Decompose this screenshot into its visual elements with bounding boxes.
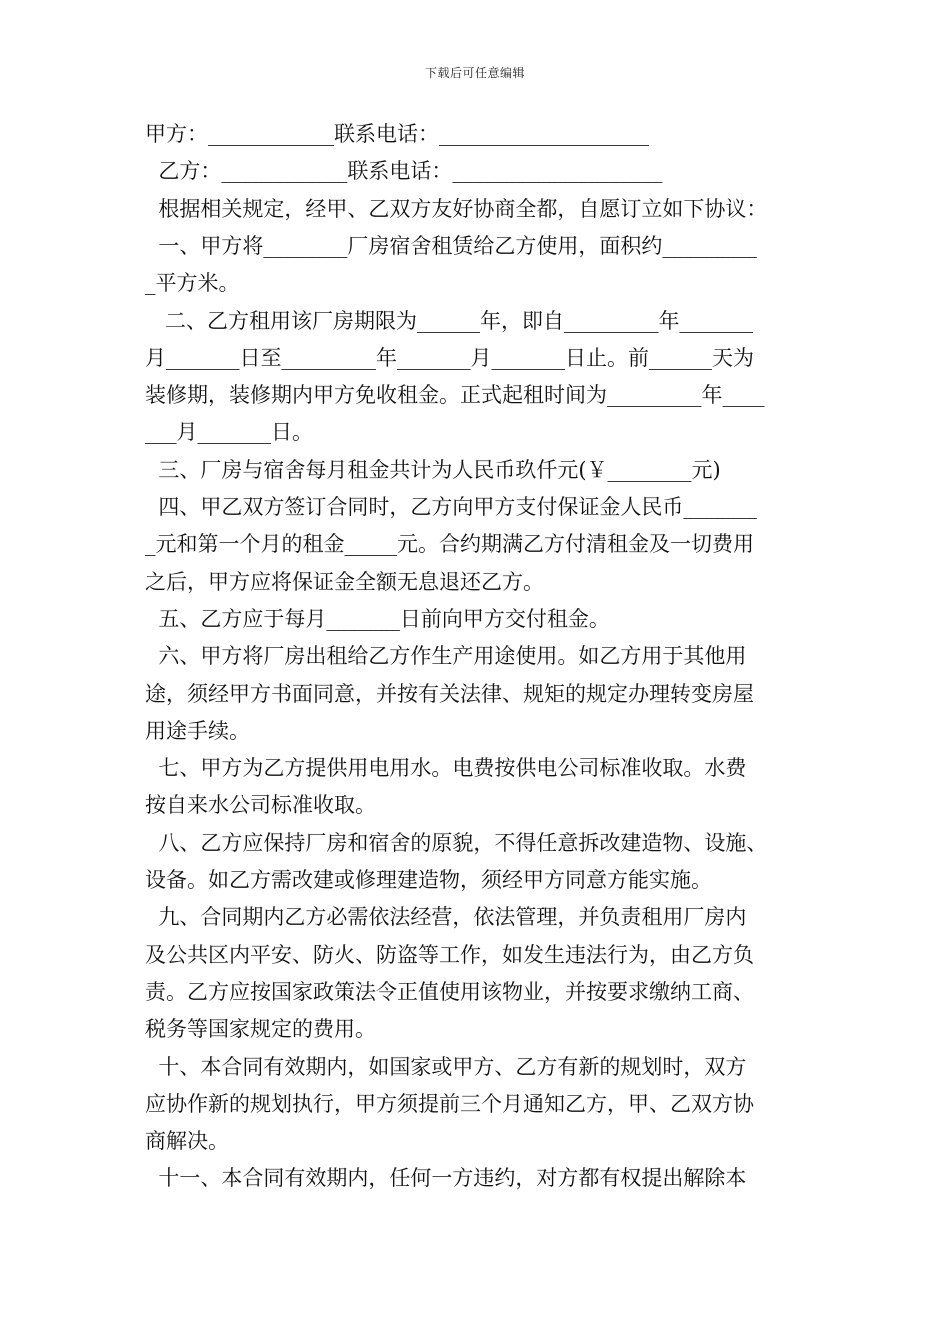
text-line: 甲方：____________联系电话：____________________ [145, 122, 649, 146]
text-line: 一、甲方将________厂房宿舍租赁给乙方使用，面积约_________ [145, 233, 757, 258]
text-line: 八、乙方应保持厂房和宿舍的原貌，不得任意拆改建造物、设施、 [145, 830, 768, 855]
text-line: 九、合同期内乙方必需依法经营，依法管理，并负责租用厂房内 [145, 905, 747, 930]
text-line: 按自来水公司标准收取。 [145, 793, 376, 818]
text-line: 六、甲方将厂房出租给乙方作生产用途使用。如乙方用于其他用 [145, 644, 747, 669]
text-line: 根据相关规定，经甲、乙双方友好协商全都，自愿订立如下协议： [145, 196, 768, 221]
text-line: 商解决。 [145, 1129, 229, 1154]
text-line: 税务等国家规定的费用。 [145, 1017, 376, 1042]
text-line: 五、乙方应于每月_______日前向甲方交付租金。 [145, 606, 610, 631]
text-line: 之后，甲方应将保证金全额无息退还乙方。 [145, 569, 544, 594]
text-line: ___月_______日。 [145, 420, 313, 445]
text-line: 责。乙方应按国家政策法令正值使用该物业，并按要求缴纳工商、 [145, 979, 754, 1004]
text-line: 装修期，装修期内甲方免收租金。正式起租时间为_________年____ [145, 383, 765, 408]
text-line: 十、本合同有效期内，如国家或甲方、乙方有新的规划时，双方 [145, 1054, 747, 1079]
text-line: 用途手续。 [145, 718, 250, 743]
text-line: 七、甲方为乙方提供用电用水。电费按供电公司标准收取。水费 [145, 756, 747, 781]
text-line: 设备。如乙方需改建或修理建造物，须经甲方同意方能实施。 [145, 868, 712, 892]
text-line: 十一、本合同有效期内，任何一方违约，对方都有权提出解除本 [145, 1166, 747, 1191]
text-line: _元和第一个月的租金_____元。合约期满乙方付清租金及一切费用 [145, 532, 754, 557]
text-line: 途，须经甲方书面同意，并按有关法律、规矩的规定办理转变房屋 [145, 681, 754, 706]
text-line: 乙方：____________联系电话：____________________ [145, 159, 663, 184]
text-line: 应协作新的规划执行，甲方须提前三个月通知乙方，甲、乙双方协 [145, 1091, 754, 1116]
text-line: 及公共区内平安、防火、防盗等工作，如发生违法行为，由乙方负 [145, 942, 754, 967]
text-line: _平方米。 [145, 271, 240, 296]
text-line: 二、乙方租用该厂房期限为______年，即自_________年_______ [145, 308, 754, 333]
page-header: 下载后可任意编辑 [424, 66, 525, 80]
text-line: 四、甲乙双方签订合同时，乙方向甲方支付保证金人民币_______ [145, 495, 757, 519]
text-line: 三、厂房与宿舍每月租金共计为人民币玖仟元(￥________元) [145, 457, 721, 482]
text-line: 月_______日至_________年_______月_______日止。前______天为 [145, 345, 754, 370]
